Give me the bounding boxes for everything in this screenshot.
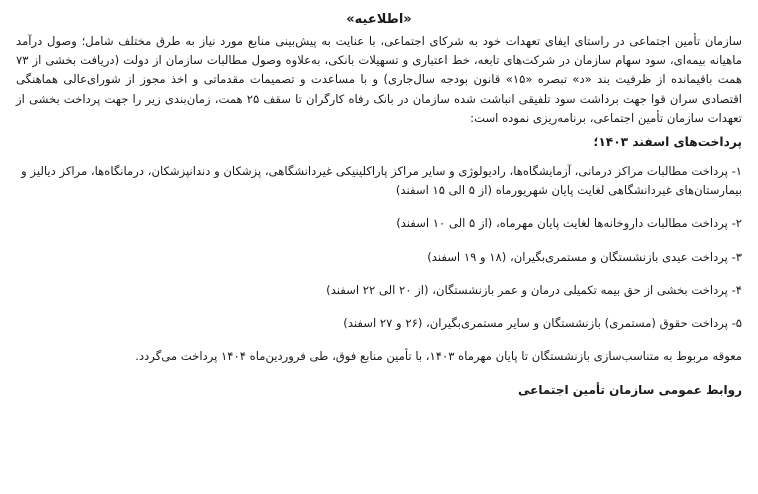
payment-item-2: ۲- پرداخت مطالبات داروخانه‌ها لغایت پایان مهرماه، (از ۵ الی ۱۰ اسفند) [396,216,742,231]
payment-item-1: ۱- پرداخت مطالبات مراکز درمانی، آزمایشگاه‌ها، رادیولوژی و سایر مراکز پاراکلینیکی غیردانشگاهی، پزشکان و دندانپزشکان، درمانگاه‌ها، مراکز دیالیز و بیمارستان‌های غیردانشگاهی لغایت پایان شهریورماه (از ۵ الی ۱۵ اسفند) [21,164,742,198]
intro-paragraph: سازمان تأمین اجتماعی در راستای ایفای تعهدات خود به شرکای اجتماعی، با عنایت به پیش‌بینی منابع مورد نیاز به طرق مختلف شامل؛ وصول درآمد ماهیانه بیمه‌ای، سود سهام سازمان در شرکت‌های تابعه، خط اعتباری و تسهیلات بانکی، به‌علاوه وصول مطالبات سازمان از دولت (دریافت بخشی از ۷۳ همت باقیمانده از ظرفیت بند «د» تبصره «۱۵» قانون بودجه سال‌جاری) و با مساعدت و تصمیمات مقدماتی و اخذ مجوز از شورای‌عالی هماهنگی اقتصادی سران قوا جهت برداشت سود تلفیقی انباشت شده سازمان در بانک رفاه کارگران تا سقف ۲۵ همت، زمان‌بندی زیر را جهت پرداخت بخشی از تعهدات سازمان تأمین اجتماعی، برنامه‌ریزی نموده است: [16,34,743,125]
payment-item-3: ۳- پرداخت عیدی بازنشستگان و مستمری‌بگیران، (۱۸ و ۱۹ اسفند) [427,249,742,264]
announcement-title: «اطلاعیه» [346,12,412,27]
closing-paragraph: معوقه مربوط به متناسب‌سازی بازنشستگان تا پایان مهرماه ۱۴۰۳، با تأمین منابع فوق، طی فروردین‌ماه ۱۴۰۴ پرداخت می‌گردد. [135,349,742,364]
signature: روابط عمومی سازمان تأمین اجتماعی [518,383,742,398]
section-heading: پرداخت‌های اسفند ۱۴۰۳؛ [593,135,742,150]
payment-item-4: ۴- پرداخت بخشی از حق بیمه تکمیلی درمان و عمر بازنشستگان، (از ۲۰ الی ۲۲ اسفند) [326,282,742,297]
payment-item-5: ۵- پرداخت حقوق (مستمری) بازنشستگان و سایر مستمری‌بگیران، (۲۶ و ۲۷ اسفند) [343,316,742,331]
